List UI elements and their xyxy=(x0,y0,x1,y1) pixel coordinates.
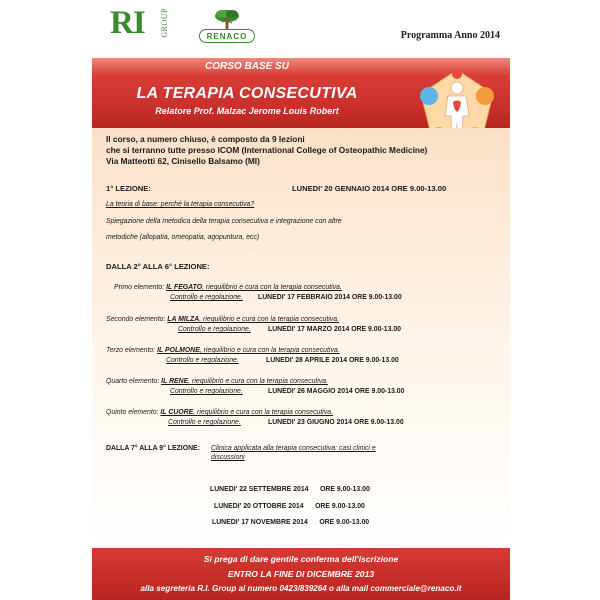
venue-name: ICOM (International College of Osteopathic Medicine) xyxy=(217,145,428,155)
element-3-line xyxy=(106,347,340,354)
section-3-date-2: LUNEDI' 20 OTTOBRE 2014 ORE 9.00-13.00 xyxy=(214,503,365,510)
intro-line-2 xyxy=(106,145,427,156)
element-5-line xyxy=(106,409,333,416)
element-4-date: LUNEDI' 26 MAGGIO 2014 ORE 9.00-13.00 xyxy=(268,388,405,395)
intro-line-2-text: che si terranno tutte presso xyxy=(106,145,218,155)
ri-group-logo: RI xyxy=(110,5,145,41)
element-1-rest: , riequilibrio e cura con la terapia consecutiva. xyxy=(202,284,342,291)
flyer-page xyxy=(92,0,510,600)
header xyxy=(92,0,510,56)
element-2-rest: , riequilibrio e cura con la terapia consecutiva. xyxy=(199,316,340,323)
element-2-date: LUNEDI' 17 MARZO 2014 ORE 9.00-13.00 xyxy=(268,326,401,333)
venue-address: Via Matteotti 62, Cinisello Balsamo (MI) xyxy=(106,156,260,166)
section-3-label: DALLA 7° ALLA 9° LEZIONE: xyxy=(106,445,200,452)
element-5-prefix: Quinto elemento: xyxy=(106,409,161,416)
element-1-prefix: Primo elemento: xyxy=(114,284,167,291)
element-5-rest: , riequilibrio e cura con la terapia consecutiva. xyxy=(193,409,334,416)
course-subtitle: CORSO BASE SU xyxy=(205,61,289,72)
element-2-prefix: Secondo elemento: xyxy=(106,316,168,323)
element-4-line xyxy=(106,378,328,385)
element-3-rest: , riequilibrio e cura con la terapia consecutiva. xyxy=(199,347,340,354)
lesson-count: 9 lezioni xyxy=(271,134,305,144)
element-3-date: LUNEDI' 28 APRILE 2014 ORE 9.00-13.00 xyxy=(266,357,399,364)
renaco-wordmark: RENACO xyxy=(199,29,255,43)
element-5-date: LUNEDI' 23 GIUGNO 2014 ORE 9.00-13.00 xyxy=(268,419,404,426)
lesson-1-desc-1: Spiegazione della metodica della terapia consecutiva e integrazione con altre xyxy=(106,218,342,225)
element-4-control: Controllo e regolazione. xyxy=(170,388,243,395)
footer-contact: alla segreteria R.I. Group al numero 0423/839264 o alla mail commerciale@renaco.it xyxy=(140,584,462,593)
element-5-organ: IL CUORE xyxy=(160,409,194,416)
course-details xyxy=(92,128,510,548)
intro-line-1-text: Il corso, a numero chiuso, è composto da xyxy=(106,134,272,144)
section-2-label: DALLA 2° ALLA 6° LEZIONE: xyxy=(106,262,210,271)
section-3-date-1: LUNEDI' 22 SETTEMBRE 2014 ORE 9.00-13.00 xyxy=(210,486,370,493)
ri-group-logo-sub: GROUP xyxy=(160,8,169,38)
element-1-organ: IL FEGATO xyxy=(166,284,203,291)
course-speaker: Relatore Prof. Malzac Jerome Louis Robert xyxy=(155,106,339,116)
element-2-line xyxy=(106,316,339,323)
course-title: LA TERAPIA CONSECUTIVA xyxy=(136,85,358,102)
element-3-prefix: Terzo elemento: xyxy=(106,347,158,354)
footer-line-1: Si prega di dare gentile conferma dell'iscrizione xyxy=(203,554,399,564)
element-2-organ: LA MILZA xyxy=(167,316,200,323)
element-3-control: Controllo e regolazione. xyxy=(166,357,239,364)
section-3-date-3: LUNEDI' 17 NOVEMBRE 2014 ORE 9.00-13.00 xyxy=(212,519,370,526)
lesson-1-label: 1° LEZIONE: xyxy=(106,184,151,193)
element-4-organ: IL RENE xyxy=(161,378,189,385)
section-3-topic-1: Clinica applicata alla terapia consecutiva: casi clinici e xyxy=(211,445,376,452)
lesson-1-date: LUNEDI' 20 GENNAIO 2014 ORE 9.00-13.00 xyxy=(292,184,447,193)
renaco-logo xyxy=(196,6,258,46)
renaco-tree-icon xyxy=(214,8,240,30)
section-3-topic-2: discussioni xyxy=(211,454,245,461)
element-2-control: Controllo e regolazione. xyxy=(178,326,251,333)
element-1-control: Controllo e regolazione. xyxy=(170,294,243,301)
element-1-line xyxy=(114,284,342,291)
registration-footer xyxy=(92,548,510,600)
element-4-rest: , riequilibrio e cura con la terapia consecutiva. xyxy=(188,378,329,385)
lesson-1-desc-2: metodiche (allopatia, omeopatia, agopuntura, ecc) xyxy=(106,234,260,241)
footer-deadline: ENTRO LA FINE DI DICEMBRE 2013 xyxy=(227,569,375,579)
element-4-prefix: Quarto elemento: xyxy=(106,378,162,385)
lesson-1-topic: La teoria di base: perché la terapia consecutiva? xyxy=(106,201,255,208)
program-year-label: Programma Anno 2014 xyxy=(400,30,500,41)
element-5-control: Controllo e regolazione. xyxy=(168,419,241,426)
element-3-organ: IL POLMONE xyxy=(157,347,200,354)
element-1-date: LUNEDI' 17 FEBBRAIO 2014 ORE 9.00-13.00 xyxy=(258,294,402,301)
intro-line-1 xyxy=(106,134,305,145)
